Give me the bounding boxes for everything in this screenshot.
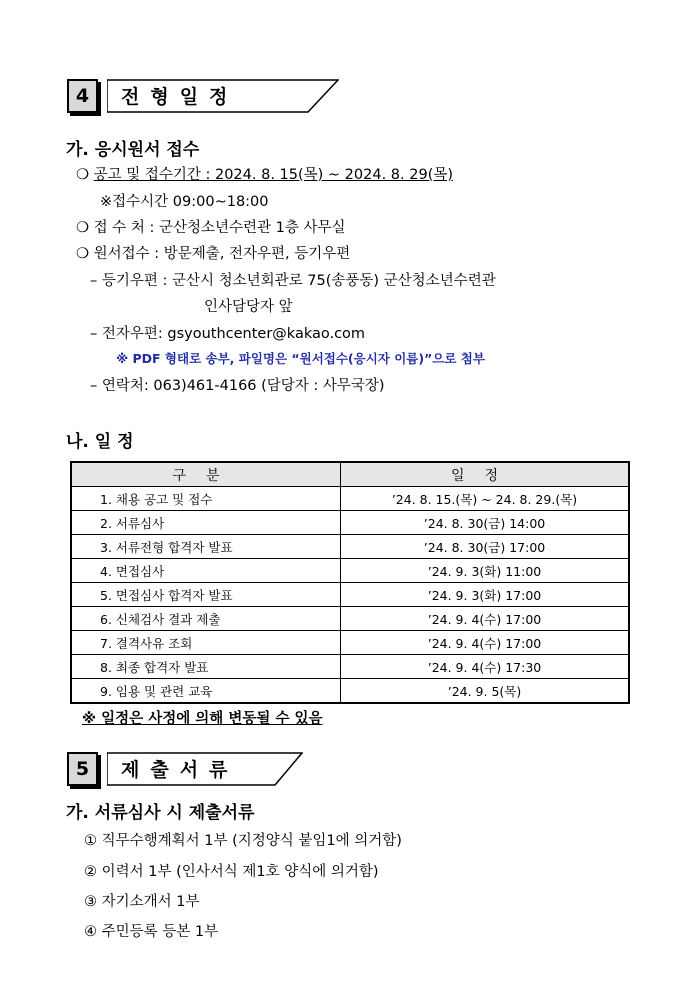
documents-heading: 가. 서류심사 시 제출서류 (66, 803, 255, 823)
row-date: ’24. 8. 30(금) 14:00 (341, 511, 630, 535)
row-item: 4. 면접심사 (71, 559, 341, 583)
circle-bullet: ❍ (76, 167, 94, 183)
row-item: 9. 임용 및 관련 교육 (71, 679, 341, 704)
row-date: ’24. 9. 3(화) 17:00 (341, 583, 630, 607)
row-date: ’24. 9. 4(수) 17:30 (341, 655, 630, 679)
registered-mail-recipient: 인사담당자 앞 (204, 299, 293, 315)
document-item: ③ 자기소개서 1부 (84, 894, 200, 910)
row-date: ’24. 9. 3(화) 11:00 (341, 559, 630, 583)
column-header-schedule: 일정 (341, 462, 630, 487)
application-period-text: 공고 및 접수기간 : 2024. 8. 15(목) ~ 2024. 8. 29(목) (93, 167, 454, 183)
table-row (71, 607, 629, 631)
row-date: ’24. 9. 4(수) 17:00 (341, 631, 630, 655)
table-row (71, 679, 629, 704)
table-row (71, 511, 629, 535)
section-title-box (107, 752, 303, 786)
row-item: 3. 서류전형 합격자 발표 (71, 535, 341, 559)
schedule-change-note: ※ 일정은 사정에 의해 변동될 수 있음 (82, 711, 323, 727)
document-item: ④ 주민등록 등본 1부 (84, 924, 219, 940)
table-row (71, 535, 629, 559)
subsection-heading: 가. 응시원서 접수 (66, 140, 200, 160)
row-item: 5. 면접심사 합격자 발표 (71, 583, 341, 607)
registered-mail-address: – 등기우편 : 군산시 청소년회관로 75(송풍동) 군산청소년수련관 (90, 273, 496, 289)
schedule-table (70, 461, 630, 704)
table-row (71, 655, 629, 679)
contact-info: – 연락처: 063)461-4166 (담당자 : 사무국장) (90, 378, 385, 394)
table-header-row (71, 462, 629, 487)
column-header-category: 구분 (71, 462, 341, 487)
document-item: ② 이력서 1부 (인사서식 제1호 양식에 의거함) (84, 864, 379, 880)
section-title: 제출서류 (121, 759, 239, 781)
reception-hours: ※접수시간 09:00~18:00 (100, 194, 269, 210)
section-number: 5 (67, 752, 98, 786)
submission-methods: ❍ 원서접수 : 방문제출, 전자우편, 등기우편 (76, 246, 351, 262)
section-number: 4 (67, 79, 98, 113)
row-date: ’24. 8. 30(금) 17:00 (341, 535, 630, 559)
section-title: 전형일정 (121, 86, 239, 108)
row-item: 8. 최종 합격자 발표 (71, 655, 341, 679)
document-item: ① 직무수행계획서 1부 (지정양식 붙임1에 의거함) (84, 833, 402, 849)
row-item: 1. 채용 공고 및 접수 (71, 487, 341, 511)
row-date: ’24. 8. 15.(목) ~ 24. 8. 29.(목) (341, 487, 630, 511)
application-period (76, 163, 453, 184)
row-item: 2. 서류심사 (71, 511, 341, 535)
table-row (71, 583, 629, 607)
email-note: ※ PDF 형태로 송부, 파일명은 “원서접수(응시자 이름)”으로 첨부 (116, 351, 485, 366)
table-row (71, 559, 629, 583)
table-row (71, 487, 629, 511)
email-address: – 전자우편: gsyouthcenter@kakao.com (90, 326, 366, 342)
row-date: ’24. 9. 5(목) (341, 679, 630, 704)
table-row (71, 631, 629, 655)
reception-place: ❍ 접 수 처 : 군산청소년수련관 1층 사무실 (76, 220, 346, 236)
row-item: 7. 결격사유 조회 (71, 631, 341, 655)
section-title-box (107, 79, 339, 113)
row-item: 6. 신체검사 결과 제출 (71, 607, 341, 631)
schedule-heading: 나. 일 정 (66, 432, 134, 452)
row-date: ’24. 9. 4(수) 17:00 (341, 607, 630, 631)
